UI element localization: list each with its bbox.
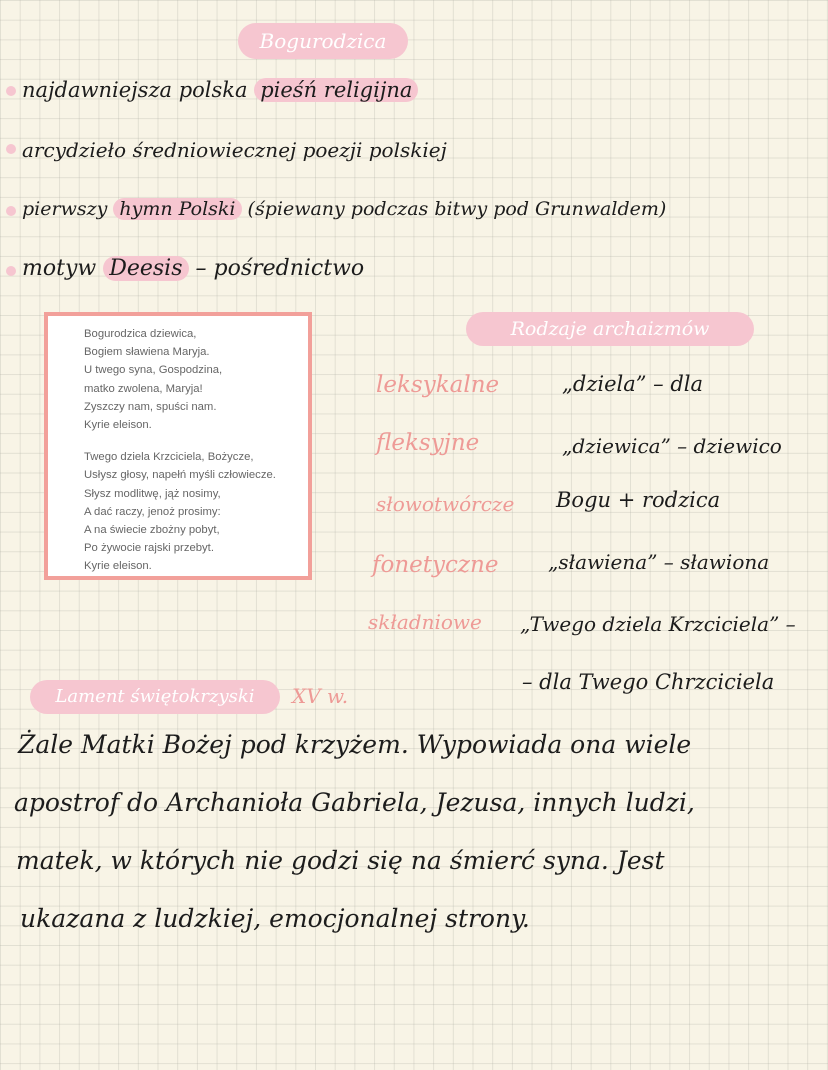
page-title: Bogurodzica	[259, 29, 387, 53]
bullet-text: najdawniejsza polska	[22, 78, 255, 102]
poem-line: Usłysz głosy, napełń myśli człowiecze.	[84, 469, 276, 482]
poem-line: Twego dziela Krzciciela, Bożycze,	[84, 451, 254, 464]
poem-box	[44, 312, 312, 580]
bullet-text: – pośrednictwo	[188, 256, 365, 281]
bullet-dot	[6, 144, 16, 154]
lament-title-pill	[30, 680, 280, 714]
lament-line: ukazana z ludzkiej, emocjonalnej strony.	[20, 904, 530, 933]
bullet-item	[22, 80, 418, 101]
bullet-item	[22, 200, 666, 219]
lament-title: Lament świętokrzyski	[55, 686, 255, 707]
poem-line: A na świecie zbożny pobyt,	[84, 524, 220, 537]
title-pill	[238, 23, 408, 59]
archaism-type: słowotwórcze	[376, 492, 515, 516]
bullet-text: motyw	[22, 256, 104, 281]
archaism-example-continued: – dla Twego Chrzciciela	[522, 670, 775, 694]
archaisms-heading-pill	[466, 312, 754, 346]
lament-century: XV w.	[292, 684, 349, 708]
archaism-example: Bogu + rodzica	[556, 488, 721, 512]
poem-line: Bogiem sławiena Maryja.	[84, 346, 210, 359]
archaisms-heading: Rodzaje archaizmów	[510, 318, 710, 340]
archaism-example: „Twego dziela Krzciciela” –	[520, 612, 796, 636]
archaism-example: „dziela” – dla	[562, 372, 704, 396]
bullet-dot	[6, 266, 16, 276]
bullet-text: (śpiewany podczas bitwy pod Grunwaldem)	[241, 198, 667, 220]
archaism-type: leksykalne	[376, 372, 500, 398]
poem-line: Słysz modlitwę, jąż nosimy,	[84, 487, 221, 500]
poem-line: matko zwolena, Maryja!	[84, 382, 203, 395]
poem-line: Kyrie eleison.	[84, 560, 152, 573]
archaism-type: fonetyczne	[372, 552, 499, 578]
highlighted-text: Deesis	[103, 256, 188, 281]
poem-line: U twego syna, Gospodzina,	[84, 364, 223, 377]
bullet-text: pierwszy	[22, 198, 114, 220]
archaism-type: składniowe	[368, 610, 482, 634]
bullet-item	[22, 140, 447, 160]
bullet-dot	[6, 86, 16, 96]
archaism-example: „sławiena” – sławiona	[548, 550, 770, 574]
poem-line: Bogurodzica dziewica,	[84, 328, 197, 340]
bullet-item	[22, 258, 364, 280]
bullet-dot	[6, 206, 16, 216]
archaism-type: fleksyjne	[376, 430, 480, 456]
highlighted-text: hymn Polski	[113, 198, 241, 220]
poem-stanza	[84, 325, 308, 434]
poem-line: A dać raczy, jenoż prosimy:	[84, 505, 221, 518]
lament-line: apostrof do Archanioła Gabriela, Jezusa, innych ludzi,	[14, 788, 695, 817]
poem-stanza	[84, 448, 308, 575]
archaism-example: „dziewica” – dziewico	[562, 434, 782, 458]
poem-line: Po żywocie rajski przebyt.	[84, 542, 214, 555]
lament-line: Żale Matki Bożej pod krzyżem. Wypowiada ona wiele	[18, 730, 692, 759]
bullet-text: arcydzieło średniowiecznej poezji polskiej	[22, 138, 447, 162]
poem-line: Kyrie eleison.	[84, 419, 152, 432]
highlighted-text: pieśń religijna	[254, 78, 418, 102]
poem-line: Zyszczy nam, spuści nam.	[84, 400, 217, 413]
lament-line: matek, w których nie godzi się na śmierć syna. Jest	[16, 846, 665, 875]
